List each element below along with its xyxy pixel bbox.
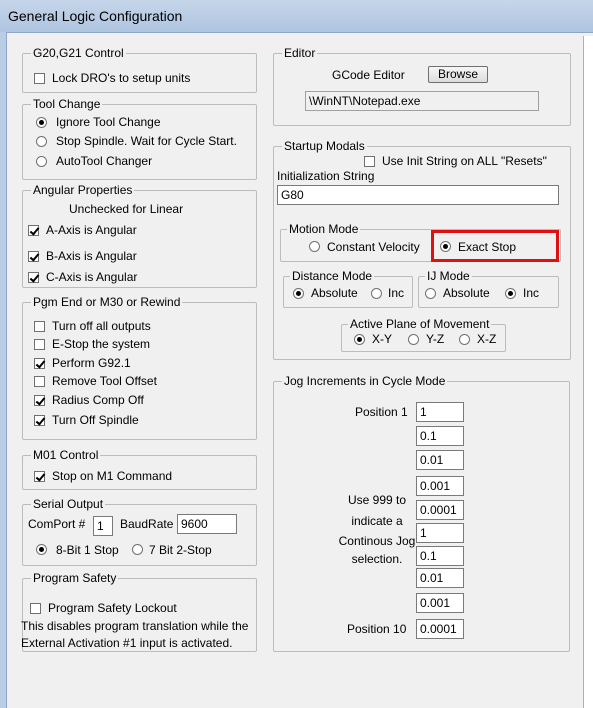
radius-comp-off-checkbox[interactable] xyxy=(34,395,45,406)
position-10-label: Position 10 xyxy=(347,622,407,636)
editor-legend: Editor xyxy=(284,46,316,60)
startup-modals-legend: Startup Modals xyxy=(284,139,365,153)
baudrate-input[interactable]: 9600 xyxy=(177,514,237,534)
position-1-label: Position 1 xyxy=(355,405,408,419)
g20-g21-group xyxy=(22,46,257,93)
plane-yz-label: Y-Z xyxy=(426,332,445,346)
startup-modals-group xyxy=(273,139,571,360)
plane-xz-radio[interactable] xyxy=(459,334,470,345)
ij-absolute-radio[interactable] xyxy=(425,288,436,299)
plane-xz-label: X-Z xyxy=(477,332,497,346)
radius-comp-off-label: Radius Comp Off xyxy=(52,393,144,407)
use-init-string-label: Use Init String on ALL "Resets" xyxy=(382,154,547,168)
plane-yz-radio[interactable] xyxy=(408,334,419,345)
jog-hint-line-4: selection. xyxy=(351,552,403,566)
jog-position-9-input[interactable]: 0.001 xyxy=(416,593,464,613)
a-axis-angular-label: A-Axis is Angular xyxy=(46,223,137,237)
window-frame-left xyxy=(0,32,7,708)
motion-mode-legend: Motion Mode xyxy=(289,222,359,236)
jog-increments-legend: Jog Increments in Cycle Mode xyxy=(284,374,446,388)
comport-input[interactable]: 1 xyxy=(93,516,113,536)
jog-position-7-input[interactable]: 0.1 xyxy=(416,546,464,566)
window-right-edge xyxy=(583,36,593,708)
plane-xy-label: X-Y xyxy=(372,332,393,346)
distance-mode-group xyxy=(283,269,413,308)
jog-hint-line-2: indicate a xyxy=(351,514,403,528)
turn-off-spindle-checkbox[interactable] xyxy=(34,415,45,426)
distance-inc-radio[interactable] xyxy=(371,288,382,299)
serial-output-group xyxy=(22,497,257,566)
window-title: General Logic Configuration xyxy=(8,8,183,24)
ij-inc-label: Inc xyxy=(523,286,540,300)
active-plane-group xyxy=(341,317,506,352)
jog-position-5-input[interactable]: 0.0001 xyxy=(416,500,464,520)
constant-velocity-radio[interactable] xyxy=(309,241,320,252)
jog-hint-line-1: Use 999 to xyxy=(347,493,407,507)
ij-inc-radio[interactable] xyxy=(505,288,516,299)
pgm-end-group xyxy=(22,295,257,440)
jog-position-10-input[interactable]: 0.0001 xyxy=(416,619,464,639)
stop-spindle-label: Stop Spindle. Wait for Cycle Start. xyxy=(56,134,237,148)
angular-properties-legend: Angular Properties xyxy=(33,183,133,197)
safety-lockout-checkbox[interactable] xyxy=(30,603,41,614)
lock-dro-checkbox[interactable] xyxy=(34,73,45,84)
program-safety-legend: Program Safety xyxy=(33,571,117,585)
turn-off-outputs-label: Turn off all outputs xyxy=(52,319,151,333)
b-axis-angular-checkbox[interactable] xyxy=(28,251,39,262)
eight-bit-label: 8-Bit 1 Stop xyxy=(56,543,119,557)
tool-change-group xyxy=(22,97,257,180)
estop-system-label: E-Stop the system xyxy=(52,337,151,351)
program-safety-group xyxy=(21,571,257,652)
a-axis-angular-checkbox[interactable] xyxy=(28,225,39,236)
constant-velocity-label: Constant Velocity xyxy=(327,240,420,254)
use-init-string-checkbox[interactable] xyxy=(364,156,375,167)
jog-position-1-input[interactable]: 1 xyxy=(416,402,464,422)
distance-absolute-label: Absolute xyxy=(311,286,358,300)
stop-on-m1-checkbox[interactable] xyxy=(34,471,45,482)
angular-properties-group xyxy=(22,183,257,288)
ij-mode-legend: IJ Mode xyxy=(427,269,470,283)
jog-position-2-input[interactable]: 0.1 xyxy=(416,426,464,446)
exact-stop-highlight xyxy=(431,230,559,262)
safety-note-line-2: External Activation #1 input is activated. xyxy=(21,636,233,650)
editor-path-field[interactable]: \WinNT\Notepad.exe xyxy=(305,91,539,111)
m01-control-group xyxy=(22,448,257,490)
editor-group xyxy=(273,46,571,126)
remove-tool-offset-label: Remove Tool Offset xyxy=(52,374,157,388)
perform-g92-label: Perform G92.1 xyxy=(52,356,131,370)
ignore-tool-change-label: Ignore Tool Change xyxy=(56,115,161,129)
seven-bit-label: 7 Bit 2-Stop xyxy=(149,543,212,557)
comport-label: ComPort # xyxy=(28,517,86,531)
distance-inc-label: Inc xyxy=(388,286,405,300)
safety-note-line-1: This disables program translation while the xyxy=(21,619,249,633)
baudrate-label: BaudRate xyxy=(120,517,174,531)
remove-tool-offset-checkbox[interactable] xyxy=(34,376,45,387)
b-axis-angular-label: B-Axis is Angular xyxy=(46,249,137,263)
turn-off-spindle-label: Turn Off Spindle xyxy=(52,413,139,427)
jog-position-6-input[interactable]: 1 xyxy=(416,523,464,543)
c-axis-angular-checkbox[interactable] xyxy=(28,272,39,283)
perform-g92-checkbox[interactable] xyxy=(34,358,45,369)
ignore-tool-change-radio[interactable] xyxy=(36,117,47,128)
distance-mode-legend: Distance Mode xyxy=(292,269,373,283)
title-bar[interactable] xyxy=(0,0,593,33)
turn-off-outputs-checkbox[interactable] xyxy=(34,321,45,332)
g20-g21-legend: G20,G21 Control xyxy=(33,46,124,60)
pgm-end-legend: Pgm End or M30 or Rewind xyxy=(33,295,181,309)
lock-dro-label: Lock DRO's to setup units xyxy=(52,71,191,85)
exact-stop-label: Exact Stop xyxy=(458,240,517,254)
jog-position-8-input[interactable]: 0.01 xyxy=(416,568,464,588)
ij-absolute-label: Absolute xyxy=(443,286,490,300)
active-plane-legend: Active Plane of Movement xyxy=(350,317,490,331)
tool-change-legend: Tool Change xyxy=(33,97,101,111)
serial-output-legend: Serial Output xyxy=(33,497,104,511)
eight-bit-radio[interactable] xyxy=(36,544,47,555)
c-axis-angular-label: C-Axis is Angular xyxy=(46,270,138,284)
jog-position-3-input[interactable]: 0.01 xyxy=(416,450,464,470)
ij-mode-group xyxy=(418,269,559,308)
auto-tool-changer-radio[interactable] xyxy=(36,156,47,167)
jog-hint-line-3: Continous Jog xyxy=(338,534,416,548)
seven-bit-radio[interactable] xyxy=(132,544,143,555)
browse-button[interactable]: Browse xyxy=(428,66,488,83)
jog-position-4-input[interactable]: 0.001 xyxy=(416,476,464,496)
gcode-editor-label: GCode Editor xyxy=(332,68,405,82)
jog-increments-group xyxy=(273,374,570,652)
initialization-string-input[interactable]: G80 xyxy=(277,185,559,205)
stop-spindle-radio[interactable] xyxy=(36,136,47,147)
distance-absolute-radio[interactable] xyxy=(293,288,304,299)
estop-system-checkbox[interactable] xyxy=(34,339,45,350)
unchecked-linear-note: Unchecked for Linear xyxy=(69,202,184,216)
plane-xy-radio[interactable] xyxy=(354,334,365,345)
m01-control-legend: M01 Control xyxy=(33,448,99,462)
safety-lockout-label: Program Safety Lockout xyxy=(48,601,177,615)
auto-tool-changer-label: AutoTool Changer xyxy=(56,154,153,168)
initialization-string-label: Initialization String xyxy=(277,169,375,183)
stop-on-m1-label: Stop on M1 Command xyxy=(52,469,173,483)
